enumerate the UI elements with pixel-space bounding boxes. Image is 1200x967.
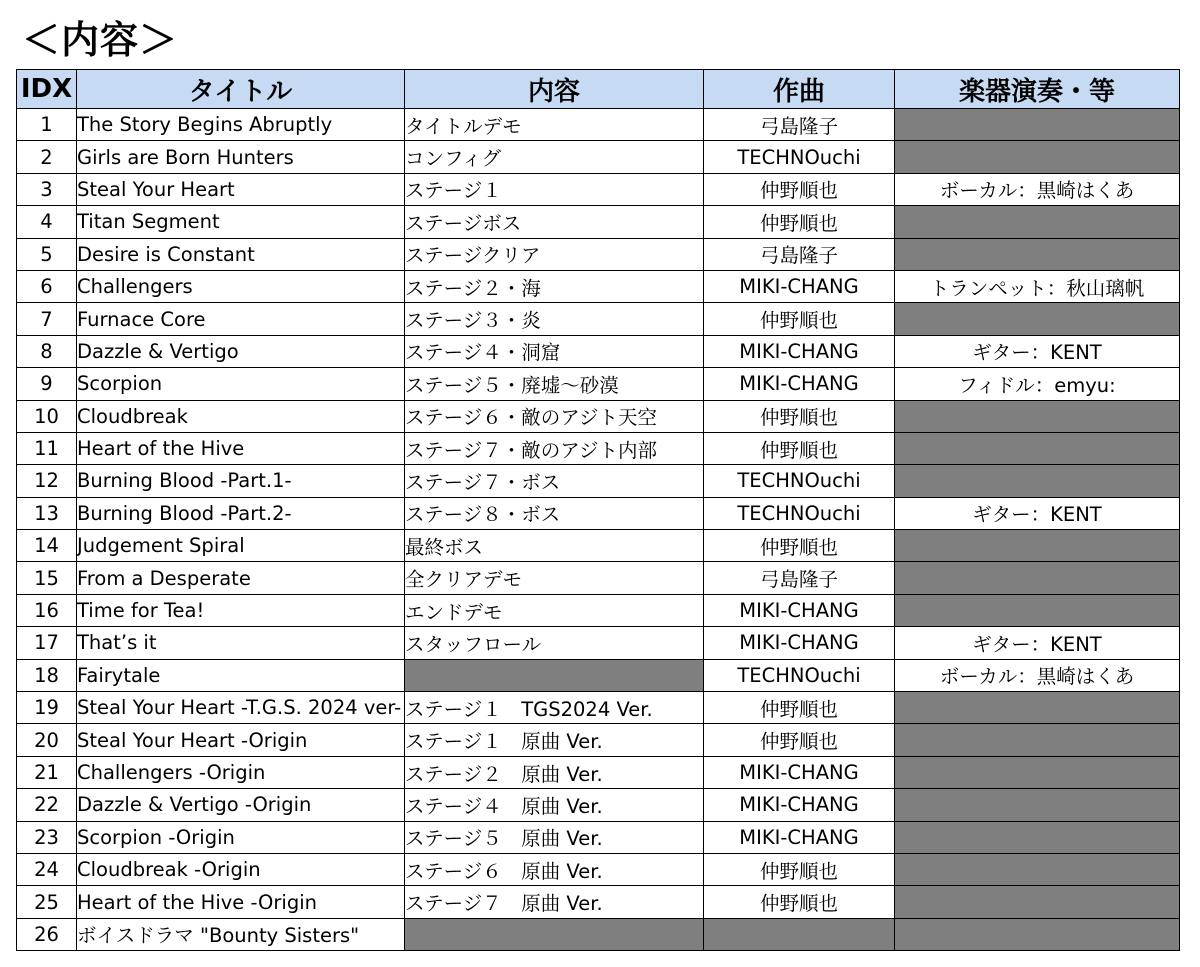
track-performer	[895, 303, 1180, 335]
track-index: 22	[17, 789, 77, 821]
track-content: 全クリアデモ	[405, 562, 704, 594]
track-performer	[895, 724, 1180, 756]
header-row	[17, 70, 1180, 109]
track-performer: ボーカル：黒崎はくあ	[895, 173, 1180, 205]
track-title: Dazzle & Vertigo -Origin	[77, 789, 405, 821]
track-title: Furnace Core	[77, 303, 405, 335]
track-content: ステージ７・ボス	[405, 465, 704, 497]
track-performer	[895, 562, 1180, 594]
table-row	[17, 724, 1180, 756]
column-header-composer: 作曲	[704, 70, 895, 109]
track-index: 16	[17, 594, 77, 626]
track-title: Time for Tea!	[77, 594, 405, 626]
track-composer: 仲野順也	[704, 692, 895, 724]
track-composer: MIKI-CHANG	[704, 270, 895, 302]
table-row	[17, 594, 1180, 626]
track-performer	[895, 886, 1180, 918]
track-composer: 仲野順也	[704, 400, 895, 432]
track-content: タイトルデモ	[405, 109, 704, 141]
track-title: Steal Your Heart	[77, 173, 405, 205]
track-index: 8	[17, 335, 77, 367]
track-performer: ギター：KENT	[895, 627, 1180, 659]
track-title: Steal Your Heart -T.G.S. 2024 ver-	[77, 692, 405, 724]
track-composer: 弓島隆子	[704, 109, 895, 141]
table-row	[17, 821, 1180, 853]
track-composer: MIKI-CHANG	[704, 821, 895, 853]
track-index: 3	[17, 173, 77, 205]
track-content: 最終ボス	[405, 530, 704, 562]
track-index: 12	[17, 465, 77, 497]
table-row	[17, 530, 1180, 562]
track-performer: ボーカル：黒崎はくあ	[895, 659, 1180, 691]
table-row	[17, 303, 1180, 335]
track-content: ステージ５・廃墟〜砂漠	[405, 368, 704, 400]
table-row	[17, 368, 1180, 400]
track-composer: 仲野順也	[704, 432, 895, 464]
track-content: ステージ４・洞窟	[405, 335, 704, 367]
track-performer	[895, 756, 1180, 788]
track-content: ステージ５ 原曲 Ver.	[405, 821, 704, 853]
table-row	[17, 206, 1180, 238]
track-composer: MIKI-CHANG	[704, 335, 895, 367]
track-performer: ギター：KENT	[895, 335, 1180, 367]
track-content: ステージ７・敵のアジト内部	[405, 432, 704, 464]
table-row	[17, 659, 1180, 691]
track-composer: 仲野順也	[704, 206, 895, 238]
track-composer: 仲野順也	[704, 886, 895, 918]
track-index: 13	[17, 497, 77, 529]
track-index: 17	[17, 627, 77, 659]
table-row	[17, 918, 1180, 950]
track-content: ステージ６ 原曲 Ver.	[405, 853, 704, 885]
track-performer	[895, 789, 1180, 821]
table-row	[17, 432, 1180, 464]
track-content: ステージ１ 原曲 Ver.	[405, 724, 704, 756]
table-row	[17, 465, 1180, 497]
track-index: 26	[17, 918, 77, 950]
table-row	[17, 141, 1180, 173]
track-content: コンフィグ	[405, 141, 704, 173]
track-composer: 弓島隆子	[704, 562, 895, 594]
track-content: ステージ２・海	[405, 270, 704, 302]
track-performer	[895, 853, 1180, 885]
track-title: Girls are Born Hunters	[77, 141, 405, 173]
track-title: Heart of the Hive -Origin	[77, 886, 405, 918]
track-table	[16, 69, 1180, 951]
track-title: That’s it	[77, 627, 405, 659]
track-title: From a Desperate	[77, 562, 405, 594]
track-index: 6	[17, 270, 77, 302]
track-composer: 仲野順也	[704, 530, 895, 562]
table-row	[17, 497, 1180, 529]
track-performer	[895, 238, 1180, 270]
track-composer: MIKI-CHANG	[704, 368, 895, 400]
track-title: Heart of the Hive	[77, 432, 405, 464]
table-row	[17, 562, 1180, 594]
track-index: 2	[17, 141, 77, 173]
track-list	[17, 109, 1180, 951]
table-row	[17, 173, 1180, 205]
track-title: Judgement Spiral	[77, 530, 405, 562]
track-content: ステージ４ 原曲 Ver.	[405, 789, 704, 821]
track-composer: 仲野順也	[704, 173, 895, 205]
track-title: Burning Blood -Part.1-	[77, 465, 405, 497]
track-index: 5	[17, 238, 77, 270]
track-title: Titan Segment	[77, 206, 405, 238]
track-performer	[895, 109, 1180, 141]
track-content: ステージ６・敵のアジト天空	[405, 400, 704, 432]
track-index: 21	[17, 756, 77, 788]
track-content	[405, 659, 704, 691]
track-index: 1	[17, 109, 77, 141]
track-composer: 弓島隆子	[704, 238, 895, 270]
track-content: ステージ３・炎	[405, 303, 704, 335]
track-composer: 仲野順也	[704, 853, 895, 885]
track-title: Cloudbreak	[77, 400, 405, 432]
column-header-content: 内容	[405, 70, 704, 109]
track-composer	[704, 918, 895, 950]
track-performer	[895, 141, 1180, 173]
track-title: Scorpion -Origin	[77, 821, 405, 853]
table-row	[17, 270, 1180, 302]
track-title: Desire is Constant	[77, 238, 405, 270]
track-content: ステージ７ 原曲 Ver.	[405, 886, 704, 918]
track-index: 11	[17, 432, 77, 464]
track-performer	[895, 400, 1180, 432]
track-content: ステージ２ 原曲 Ver.	[405, 756, 704, 788]
track-index: 10	[17, 400, 77, 432]
track-composer: MIKI-CHANG	[704, 756, 895, 788]
track-title: Burning Blood -Part.2-	[77, 497, 405, 529]
track-index: 20	[17, 724, 77, 756]
track-content: スタッフロール	[405, 627, 704, 659]
track-performer	[895, 692, 1180, 724]
track-index: 19	[17, 692, 77, 724]
track-content: ステージ８・ボス	[405, 497, 704, 529]
track-performer	[895, 432, 1180, 464]
table-row	[17, 756, 1180, 788]
track-performer	[895, 821, 1180, 853]
table-row	[17, 238, 1180, 270]
track-index: 23	[17, 821, 77, 853]
track-index: 9	[17, 368, 77, 400]
track-performer	[895, 918, 1180, 950]
track-composer: 仲野順也	[704, 303, 895, 335]
track-performer: ギター：KENT	[895, 497, 1180, 529]
track-title: Steal Your Heart -Origin	[77, 724, 405, 756]
track-title: The Story Begins Abruptly	[77, 109, 405, 141]
track-composer: TECHNOuchi	[704, 659, 895, 691]
track-composer: MIKI-CHANG	[704, 789, 895, 821]
track-content: ステージボス	[405, 206, 704, 238]
track-content: ステージ１	[405, 173, 704, 205]
track-performer	[895, 206, 1180, 238]
track-index: 4	[17, 206, 77, 238]
track-performer	[895, 594, 1180, 626]
track-content: ステージクリア	[405, 238, 704, 270]
track-performer	[895, 465, 1180, 497]
track-index: 15	[17, 562, 77, 594]
track-content	[405, 918, 704, 950]
track-composer: MIKI-CHANG	[704, 627, 895, 659]
column-header-title: タイトル	[77, 70, 405, 109]
track-index: 25	[17, 886, 77, 918]
page-title: ＜内容＞	[22, 18, 179, 62]
track-composer: TECHNOuchi	[704, 465, 895, 497]
table-row	[17, 400, 1180, 432]
table-row	[17, 335, 1180, 367]
track-performer	[895, 530, 1180, 562]
track-composer: TECHNOuchi	[704, 141, 895, 173]
track-index: 18	[17, 659, 77, 691]
table-row	[17, 886, 1180, 918]
track-title: Fairytale	[77, 659, 405, 691]
table-row	[17, 789, 1180, 821]
table-row	[17, 692, 1180, 724]
column-header-performer: 楽器演奏・等	[895, 70, 1180, 109]
track-performer: フィドル：emyu:	[895, 368, 1180, 400]
table-row	[17, 853, 1180, 885]
track-content: ステージ１ TGS2024 Ver.	[405, 692, 704, 724]
column-header-idx: IDX	[17, 70, 77, 109]
track-title: Challengers -Origin	[77, 756, 405, 788]
track-title: Scorpion	[77, 368, 405, 400]
track-composer: TECHNOuchi	[704, 497, 895, 529]
track-content: エンドデモ	[405, 594, 704, 626]
table-row	[17, 627, 1180, 659]
track-index: 24	[17, 853, 77, 885]
track-title: Challengers	[77, 270, 405, 302]
track-title: ボイスドラマ "Bounty Sisters"	[77, 918, 405, 950]
track-composer: 仲野順也	[704, 724, 895, 756]
track-title: Cloudbreak -Origin	[77, 853, 405, 885]
track-performer: トランペット：秋山璃帆	[895, 270, 1180, 302]
track-index: 14	[17, 530, 77, 562]
track-title: Dazzle & Vertigo	[77, 335, 405, 367]
track-index: 7	[17, 303, 77, 335]
track-composer: MIKI-CHANG	[704, 594, 895, 626]
table-row	[17, 109, 1180, 141]
